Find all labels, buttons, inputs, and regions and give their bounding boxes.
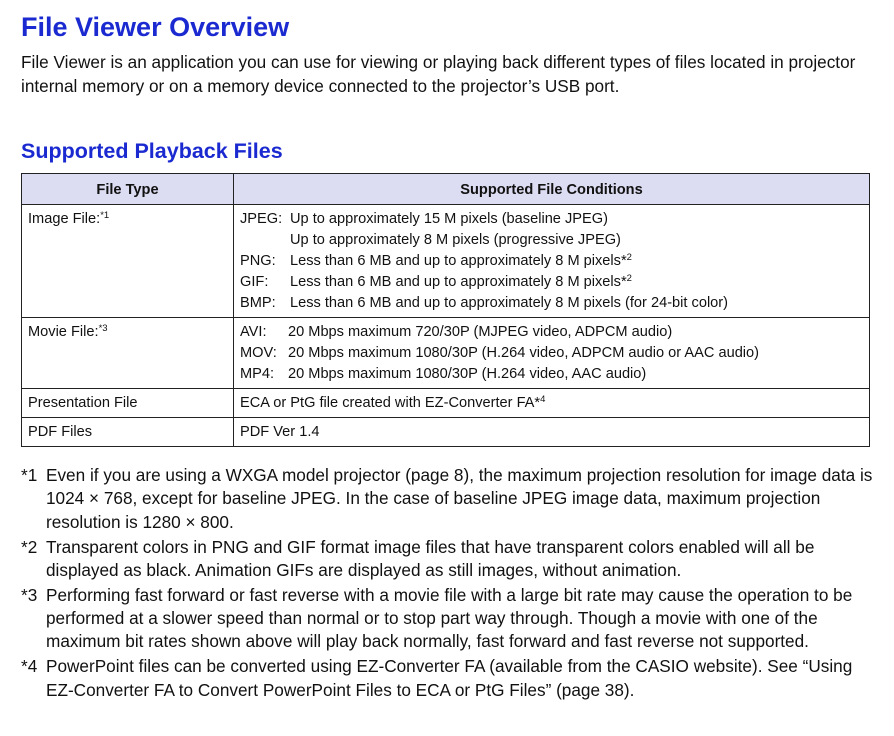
condition-text: PDF Ver 1.4	[240, 424, 320, 440]
conditions-cell	[234, 389, 870, 418]
condition-line	[240, 251, 863, 272]
condition-text: Up to approximately 15 M pixels (baseline JPEG)	[290, 211, 608, 227]
intro-paragraph: File Viewer is an application you can use for viewing or playing back different types of files located in projector internal memory or on a memory device connected to the projector’s USB port.	[21, 52, 856, 96]
condition-line	[240, 343, 863, 364]
header-file-type: File Type	[22, 174, 234, 205]
section-title: Supported Playback Files	[21, 139, 283, 163]
condition-text: Less than 6 MB and up to approximately 8 M pixels*	[290, 253, 627, 269]
format-label: JPEG:	[240, 211, 283, 227]
condition-line	[240, 322, 863, 343]
footnote-mark: *3	[21, 584, 38, 605]
page-title: File Viewer Overview	[21, 12, 290, 42]
format-label: BMP:	[240, 295, 276, 311]
footnote-mark: *4	[21, 656, 38, 677]
format-label: MOV:	[240, 345, 277, 361]
condition-text: Less than 6 MB and up to approximately 8 M pixels (for 24-bit color)	[290, 295, 729, 311]
conditions-cell	[234, 318, 870, 389]
condition-text: 20 Mbps maximum 720/30P (MJPEG video, ADPCM audio)	[288, 324, 673, 340]
file-type-cell	[22, 389, 234, 418]
footnote	[21, 584, 881, 654]
condition-text: ECA or PtG file created with EZ-Converter FA*	[240, 395, 541, 411]
footnotes	[21, 464, 881, 703]
condition-line	[240, 209, 863, 230]
condition-text-wrap	[290, 272, 632, 293]
footnote	[21, 464, 881, 534]
table-header-row	[22, 174, 870, 205]
format-label: AVI:	[240, 324, 267, 340]
footnote-mark: *1	[21, 465, 38, 485]
conditions-cell	[234, 205, 870, 318]
file-type-cell	[22, 205, 234, 318]
footnote-ref: *1	[100, 210, 110, 221]
condition-line	[240, 230, 863, 251]
footnote-mark: *2	[21, 536, 38, 557]
footnote	[21, 536, 881, 583]
footnote-ref: 2	[626, 252, 632, 263]
file-type-cell	[22, 318, 234, 389]
footnote-ref: 2	[626, 273, 632, 284]
table-row	[22, 389, 870, 418]
format-label: PNG:	[240, 253, 276, 269]
file-type-label: Movie File:	[28, 324, 99, 340]
conditions-cell	[234, 418, 870, 447]
condition-text: 20 Mbps maximum 1080/30P (H.264 video, ADPCM audio or AAC audio)	[288, 345, 760, 361]
footnote-text: Transparent colors in PNG and GIF format image files that have transparent colors enabled will all be displayed as black. Animation GIFs are displayed as still images, without animation.	[46, 536, 815, 580]
file-type-label: Image File:	[28, 211, 101, 227]
footnote-text: Performing fast forward or fast reverse with a movie file with a large bit rate may cause the operation to be performed at a slower speed than normal or to stop part way through. Though a movie with one of the maximum bit rates shown above will play back normally, fast forward and fast reverse not supported.	[46, 584, 853, 652]
footnote-ref: *3	[98, 323, 108, 334]
condition-text: Less than 6 MB and up to approximately 8 M pixels*	[290, 274, 627, 290]
supported-files-table	[21, 173, 870, 447]
footnote-ref: 4	[540, 394, 546, 405]
footnote	[21, 655, 881, 702]
format-label: GIF:	[240, 274, 269, 290]
footnote-text: Even if you are using a WXGA model projector (page 8), the maximum projection resolution for image data is 1024 × 768, except for baseline JPEG. In the case of baseline JPEG image data, maximum projection resolution is 1280 × 800.	[46, 465, 873, 532]
file-type-label: PDF Files	[28, 424, 93, 440]
condition-line	[240, 272, 863, 293]
table-row	[22, 418, 870, 447]
format-label: MP4:	[240, 366, 275, 382]
condition-line	[240, 364, 863, 385]
footnote-text: PowerPoint files can be converted using EZ-Converter FA (available from the CASIO website). See “Using EZ-Converter FA to Convert PowerPoint Files to ECA or PtG Files” (page 38).	[46, 656, 853, 700]
file-type-cell	[22, 418, 234, 447]
format-label	[240, 230, 290, 251]
header-conditions: Supported File Conditions	[234, 174, 870, 205]
file-type-label: Presentation File	[28, 395, 138, 411]
condition-text: 20 Mbps maximum 1080/30P (H.264 video, AAC audio)	[288, 366, 647, 382]
condition-text-wrap	[290, 251, 632, 272]
table-row	[22, 205, 870, 318]
condition-line	[240, 293, 863, 314]
condition-text: Up to approximately 8 M pixels (progressive JPEG)	[290, 232, 621, 248]
table-row	[22, 318, 870, 389]
